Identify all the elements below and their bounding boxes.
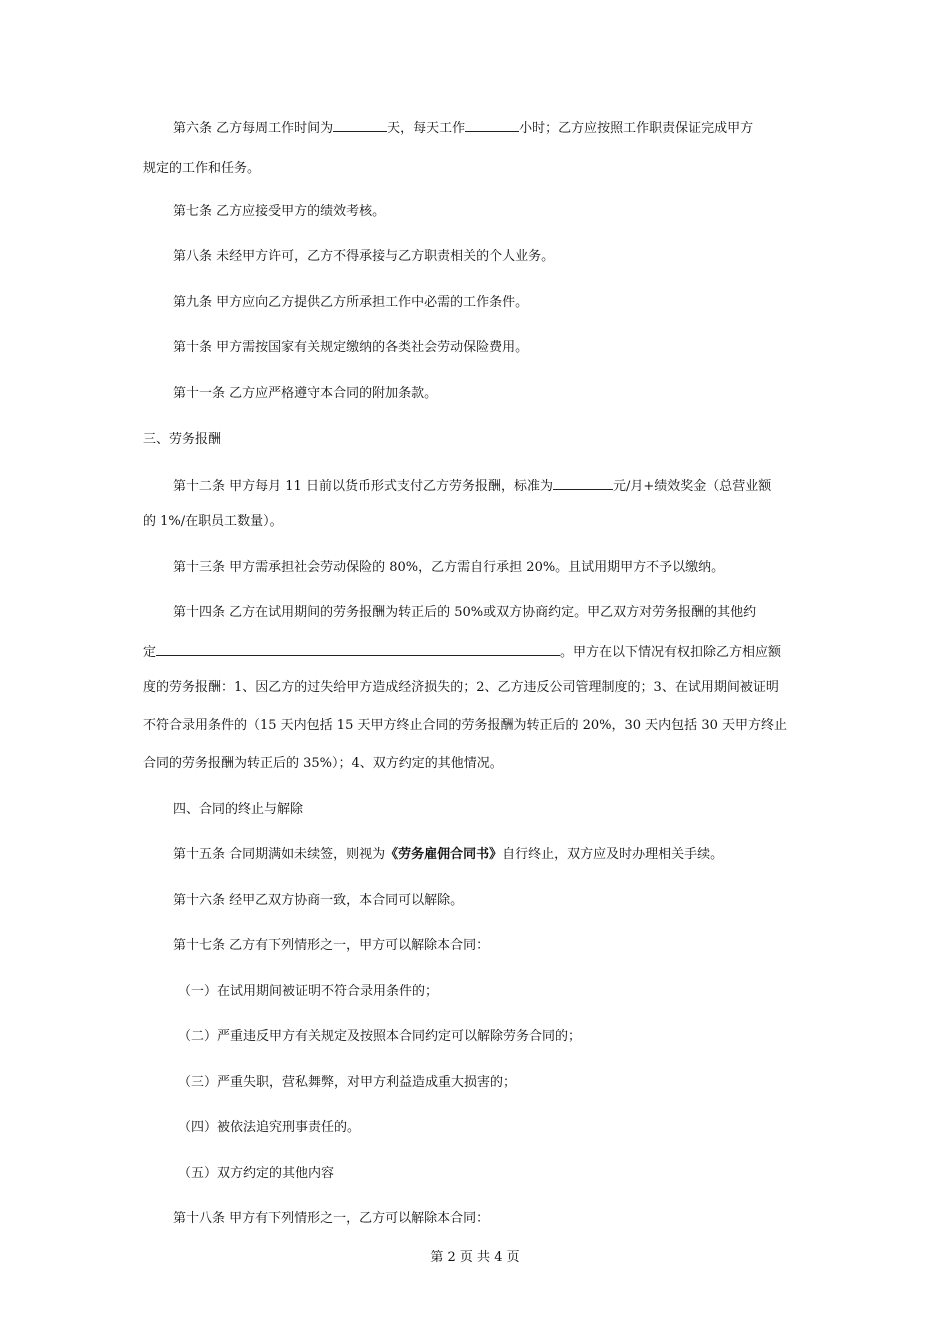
page-footer: 第 2 页 共 4 页	[430, 1250, 520, 1265]
article-11: 第十一条 乙方应严格遵守本合同的附加条款。	[173, 386, 438, 401]
days-blank[interactable]	[333, 118, 387, 132]
contract-title: 《劳务雇佣合同书》	[385, 847, 503, 862]
article-18: 第十八条 甲方有下列情形之一，乙方可以解除本合同：	[173, 1211, 490, 1226]
article-9: 第九条 甲方应向乙方提供乙方所承担工作中必需的工作条件。	[173, 295, 529, 310]
article-14-line-2	[143, 642, 781, 662]
article-12-line-2: 的 1%/在职员工数量）。	[143, 514, 283, 529]
list-item: （三）严重失职，营私舞弊，对甲方利益造成重大损害的；	[178, 1075, 517, 1090]
article-6-text-b: 天，每天工作	[387, 121, 466, 136]
article-14-line-4: 不符合录用条件的（15 天内包括 15 天甲方终止合同的劳务报酬为转正后的 20%，30 天内包括 30 天甲方终止	[143, 718, 787, 733]
article-14-line-5: 合同的劳务报酬为转正后的 35%）；4、双方约定的其他情况。	[143, 756, 503, 771]
article-15-text-a: 第十五条 合同期满如未续签，则视为	[173, 847, 386, 862]
article-8: 第八条 未经甲方许可，乙方不得承接与乙方职责相关的个人业务。	[173, 249, 555, 264]
article-14-line-1: 第十四条 乙方在试用期间的劳务报酬为转正后的 50%或双方协商约定。甲乙双方对劳务报酬的其他约	[173, 605, 757, 620]
article-15-text-c: 自行终止，双方应及时办理相关手续。	[502, 847, 724, 862]
article-15	[173, 846, 723, 864]
list-item: （一）在试用期间被证明不符合录用条件的；	[178, 984, 439, 999]
article-17: 第十七条 乙方有下列情形之一，甲方可以解除本合同：	[173, 938, 490, 953]
article-14-text-b: 。甲方在以下情况有权扣除乙方相应额	[560, 645, 782, 660]
article-12-text-a: 第十二条 甲方每月 11 日前以货币形式支付乙方劳务报酬，标准为	[173, 479, 553, 494]
article-6-line-1	[173, 118, 753, 138]
salary-blank[interactable]	[553, 476, 613, 490]
article-6-text-a: 第六条 乙方每周工作时间为	[173, 121, 334, 136]
section-3-heading: 三、劳务报酬	[143, 432, 222, 447]
article-12-text-b: 元/月+绩效奖金（总营业额	[612, 479, 772, 494]
article-6-line-2: 规定的工作和任务。	[143, 161, 261, 176]
hours-blank[interactable]	[465, 118, 519, 132]
article-7: 第七条 乙方应接受甲方的绩效考核。	[173, 204, 386, 219]
article-6-text-c: 小时；乙方应按照工作职责保证完成甲方	[519, 121, 754, 136]
section-4-heading: 四、合同的终止与解除	[173, 802, 304, 817]
article-14-line-3: 度的劳务报酬：1、因乙方的过失给甲方造成经济损失的；2、乙方违反公司管理制度的；3、在试用期间被证明	[143, 680, 779, 695]
other-agreement-blank[interactable]	[156, 642, 560, 656]
list-item: （二）严重违反甲方有关规定及按照本合同约定可以解除劳务合同的；	[178, 1029, 582, 1044]
article-12-line-1	[173, 476, 771, 496]
list-item: （四）被依法追究刑事责任的。	[178, 1120, 361, 1135]
article-16: 第十六条 经甲乙双方协商一致，本合同可以解除。	[173, 893, 464, 908]
list-item: （五）双方约定的其他内容	[178, 1166, 335, 1181]
article-14-text-a: 定	[143, 645, 157, 660]
article-10: 第十条 甲方需按国家有关规定缴纳的各类社会劳动保险费用。	[173, 340, 529, 355]
article-13: 第十三条 甲方需承担社会劳动保险的 80%，乙方需自行承担 20%。且试用期甲方不予以缴纳。	[173, 560, 725, 575]
